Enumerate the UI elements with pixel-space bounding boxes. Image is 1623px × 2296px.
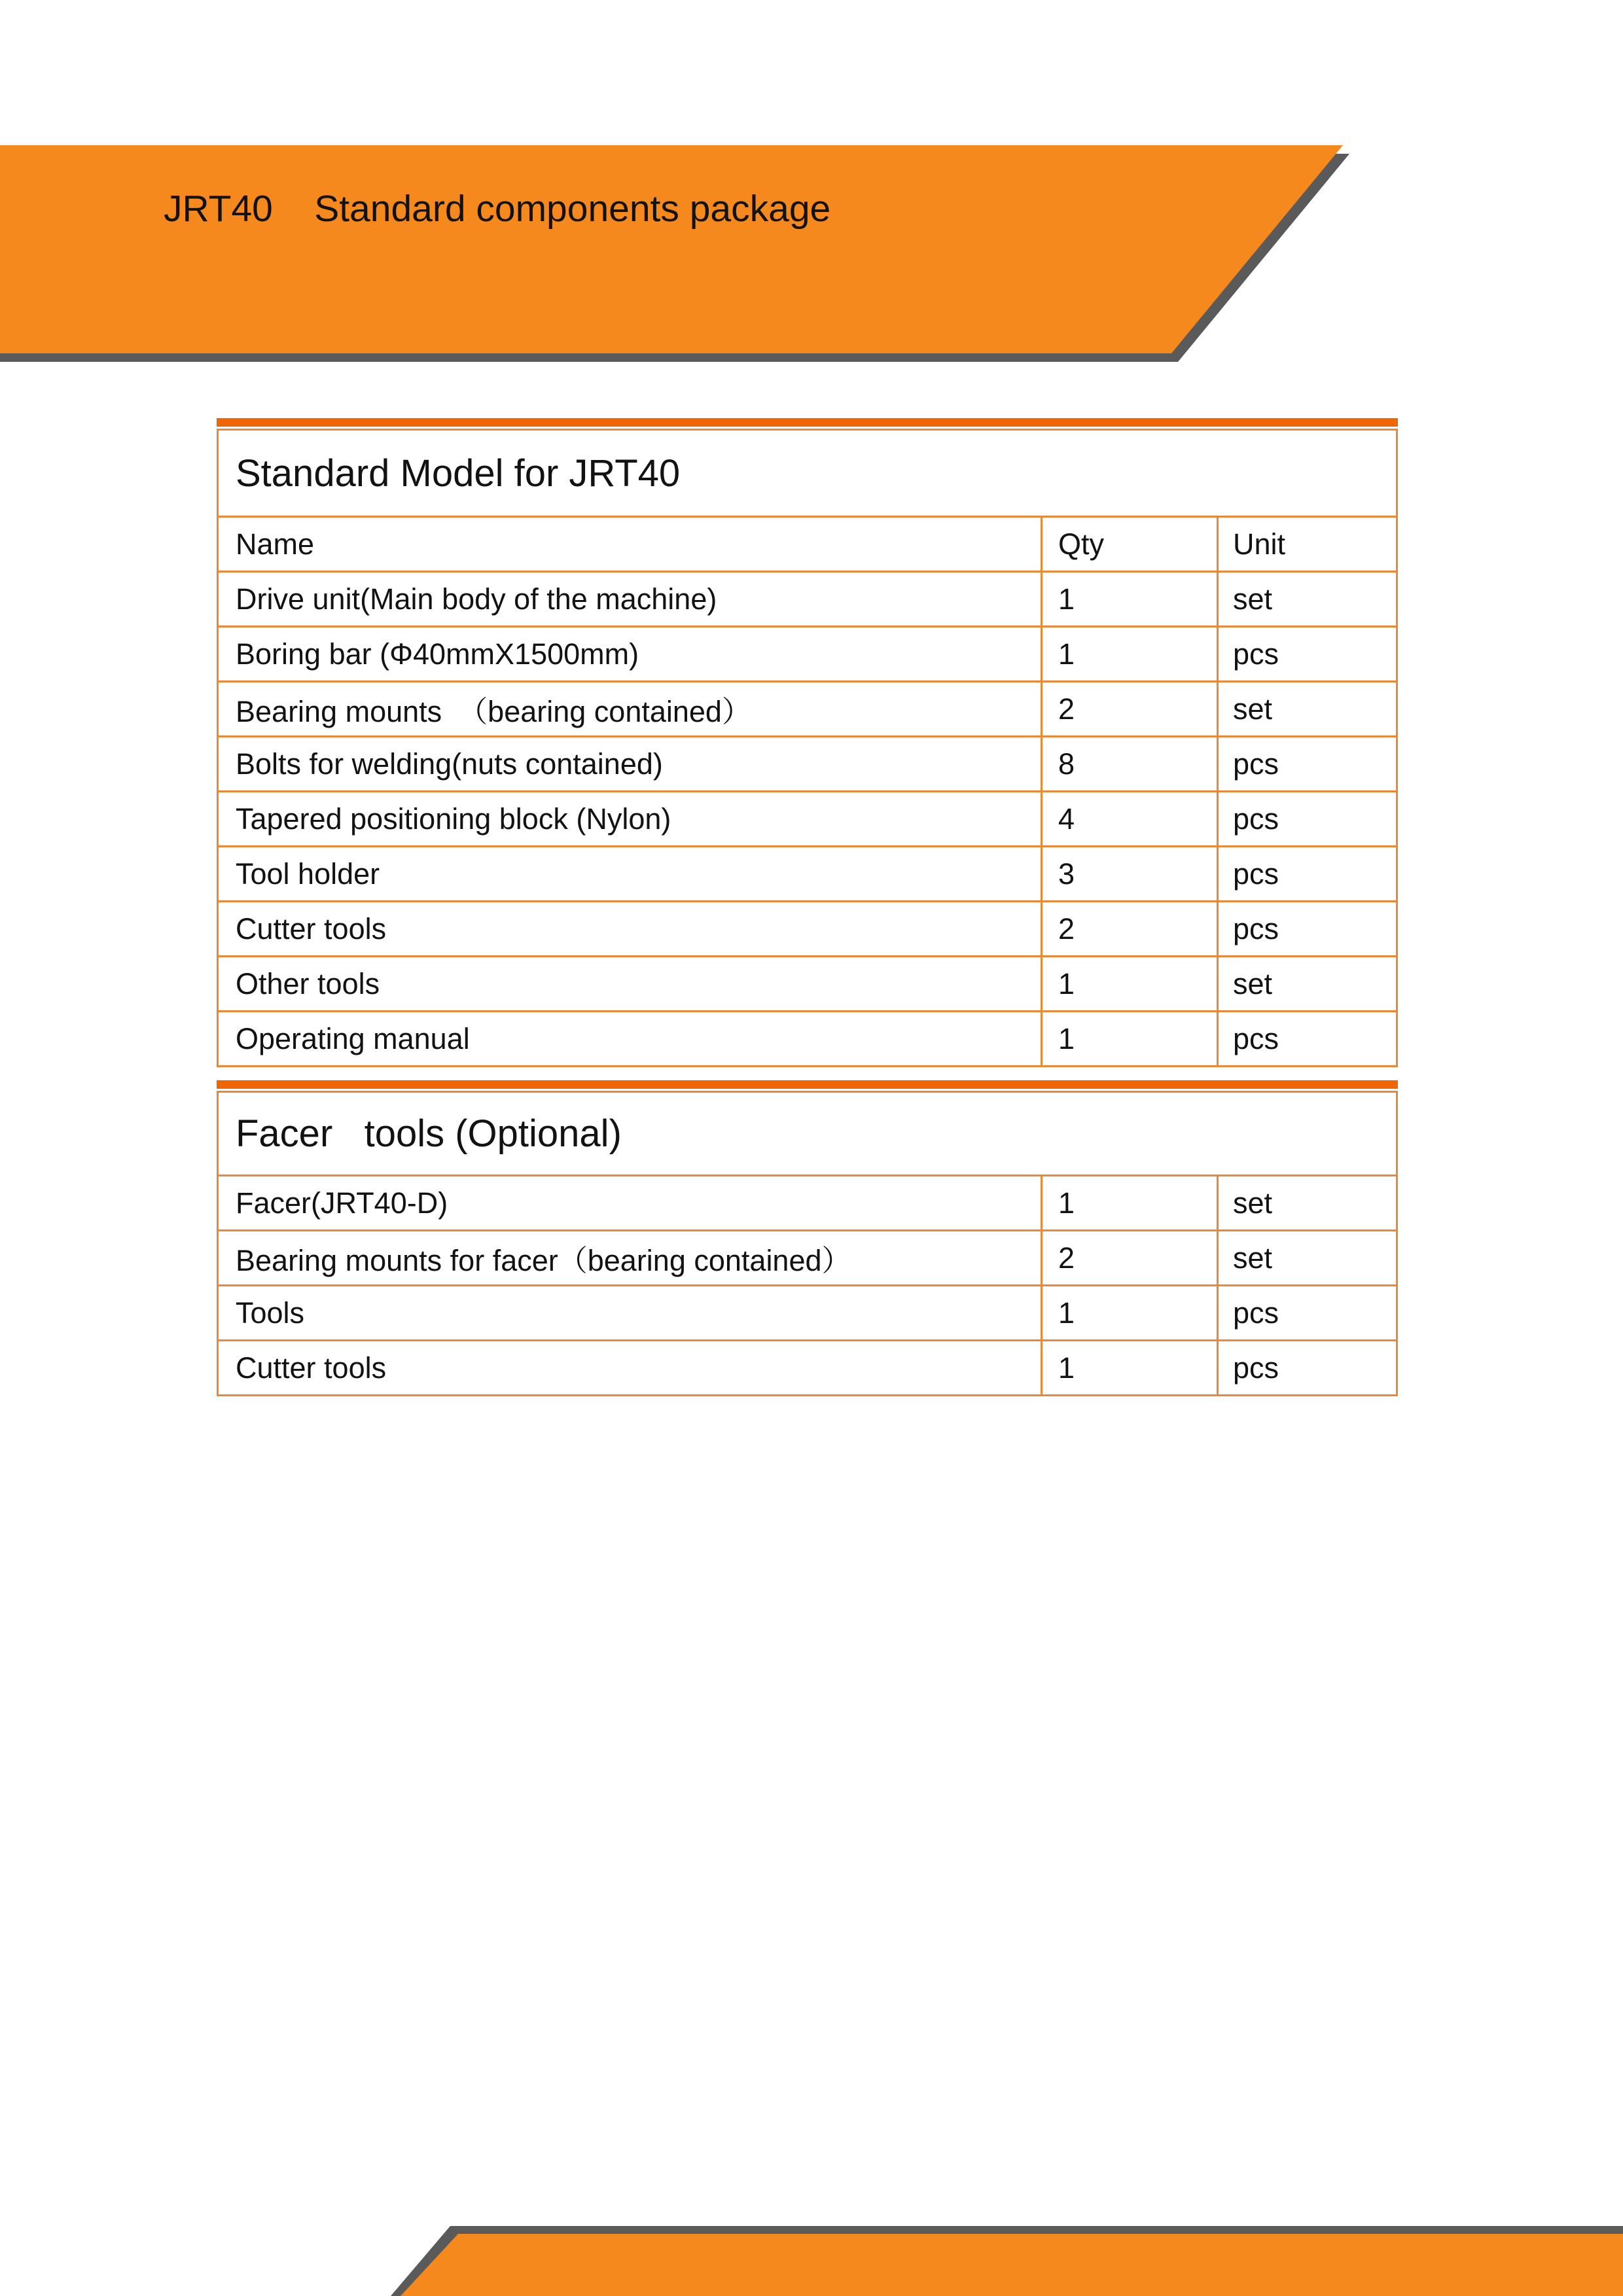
item-unit: set <box>1219 1176 1396 1229</box>
item-qty: 1 <box>1043 1176 1217 1229</box>
item-name: Tools <box>219 1286 1041 1339</box>
item-name: Drive unit(Main body of the machine) <box>219 573 1041 626</box>
item-unit: pcs <box>1219 1012 1396 1065</box>
item-qty: 1 <box>1043 627 1217 680</box>
item-qty: 2 <box>1043 902 1217 955</box>
item-name: Facer(JRT40-D) <box>219 1176 1041 1229</box>
item-unit: set <box>1219 1231 1396 1284</box>
item-name: Tool holder <box>219 847 1041 900</box>
item-qty: 3 <box>1043 847 1217 900</box>
item-unit: pcs <box>1219 792 1396 845</box>
facer-tools-table <box>217 1091 1398 1396</box>
item-qty: 1 <box>1043 957 1217 1010</box>
item-qty: 2 <box>1043 682 1217 735</box>
components-tables <box>217 418 1398 1396</box>
item-qty: 2 <box>1043 1231 1217 1284</box>
item-unit: set <box>1219 957 1396 1010</box>
item-unit: pcs <box>1219 627 1396 680</box>
item-name: Bolts for welding(nuts contained) <box>219 737 1041 790</box>
item-name: Cutter tools <box>219 902 1041 955</box>
item-name: Other tools <box>219 957 1041 1010</box>
item-name: Bearing mounts （bearing contained） <box>219 682 1041 735</box>
column-header-unit: Unit <box>1219 518 1396 571</box>
item-qty: 1 <box>1043 573 1217 626</box>
table-title: Standard Model for JRT40 <box>219 431 1396 516</box>
column-header-name: Name <box>219 518 1041 571</box>
item-name: Operating manual <box>219 1012 1041 1065</box>
item-name: Boring bar (Φ40mmX1500mm) <box>219 627 1041 680</box>
item-unit: pcs <box>1219 847 1396 900</box>
item-unit: pcs <box>1219 737 1396 790</box>
bottom-banner <box>401 2234 1623 2296</box>
item-unit: set <box>1219 573 1396 626</box>
item-unit: set <box>1219 682 1396 735</box>
item-qty: 1 <box>1043 1286 1217 1339</box>
item-qty: 1 <box>1043 1341 1217 1394</box>
spacer <box>217 1067 1398 1080</box>
standard-model-table <box>217 429 1398 1067</box>
accent-bar-top <box>217 418 1398 427</box>
table-title: Facer tools (Optional) <box>219 1093 1396 1174</box>
accent-bar-middle <box>217 1080 1398 1089</box>
item-name: Bearing mounts for facer（bearing contained） <box>219 1231 1041 1284</box>
item-unit: pcs <box>1219 1341 1396 1394</box>
item-name: Tapered positioning block (Nylon) <box>219 792 1041 845</box>
item-unit: pcs <box>1219 1286 1396 1339</box>
item-qty: 1 <box>1043 1012 1217 1065</box>
item-unit: pcs <box>1219 902 1396 955</box>
top-banner <box>0 145 1343 353</box>
item-name: Cutter tools <box>219 1341 1041 1394</box>
item-qty: 4 <box>1043 792 1217 845</box>
column-header-qty: Qty <box>1043 518 1217 571</box>
item-qty: 8 <box>1043 737 1217 790</box>
page-title: JRT40 Standard components package <box>164 188 831 230</box>
